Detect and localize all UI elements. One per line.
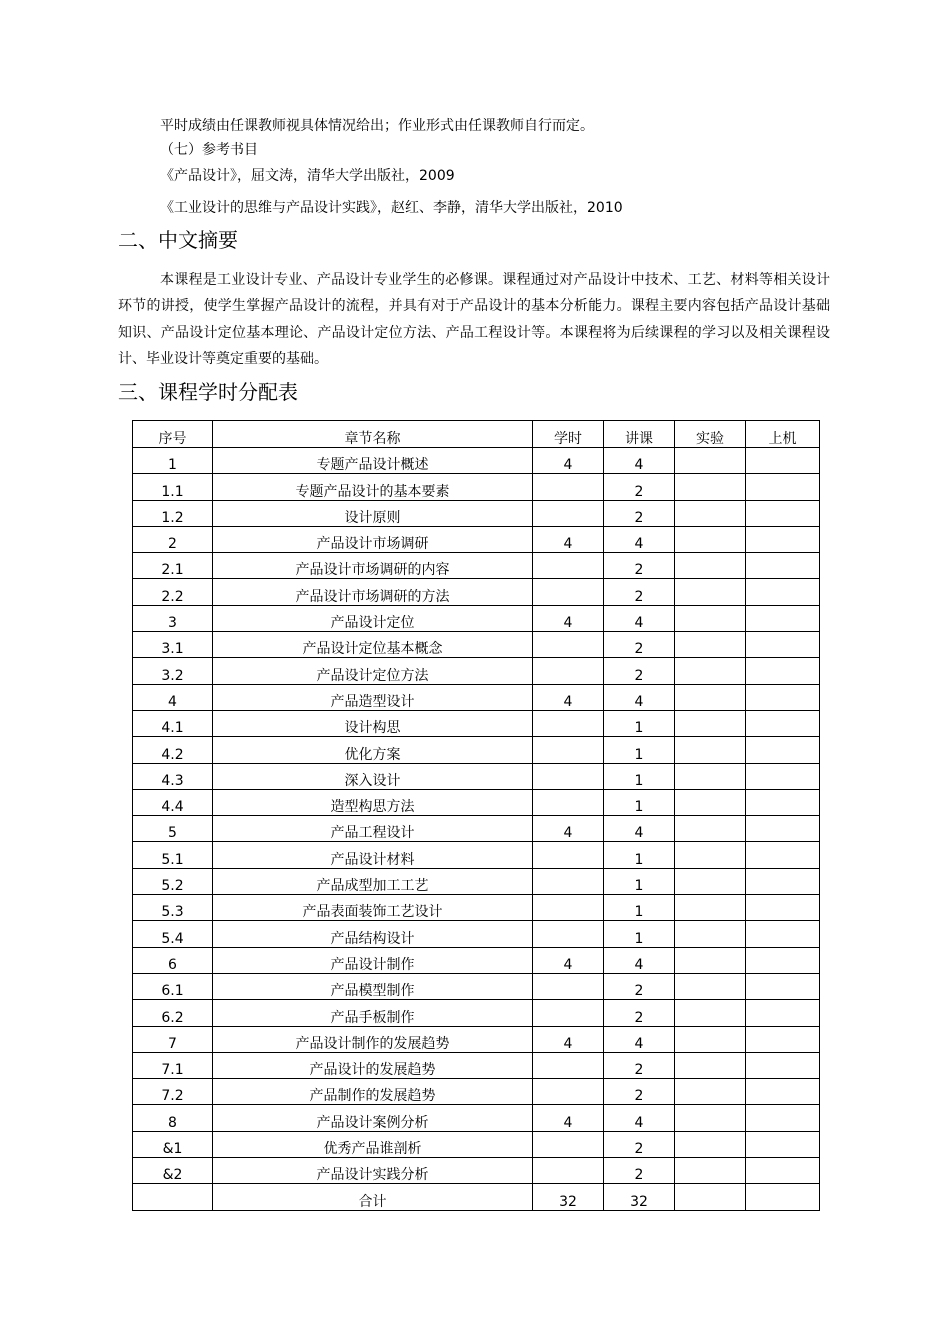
row-lab bbox=[675, 1000, 746, 1026]
table-row bbox=[133, 553, 820, 579]
row-hours bbox=[533, 973, 604, 999]
row-lab bbox=[675, 658, 746, 684]
row-chapter: 设计构思 bbox=[213, 710, 533, 736]
row-lab bbox=[675, 1079, 746, 1105]
row-index: 6 bbox=[133, 947, 213, 973]
row-computer bbox=[746, 737, 820, 763]
table-body bbox=[133, 448, 820, 1211]
row-computer bbox=[746, 868, 820, 894]
row-index: 4.2 bbox=[133, 737, 213, 763]
row-hours bbox=[533, 579, 604, 605]
row-chapter: 产品设计市场调研 bbox=[213, 526, 533, 552]
row-chapter: 产品设计的发展趋势 bbox=[213, 1052, 533, 1078]
row-computer bbox=[746, 789, 820, 815]
table-row bbox=[133, 737, 820, 763]
header-lab: 实验 bbox=[675, 421, 746, 448]
row-index: 4.3 bbox=[133, 763, 213, 789]
row-computer bbox=[746, 1079, 820, 1105]
row-hours: 4 bbox=[533, 684, 604, 710]
row-chapter: 产品模型制作 bbox=[213, 973, 533, 999]
row-lecture: 2 bbox=[604, 1000, 675, 1026]
table-row bbox=[133, 947, 820, 973]
row-lecture: 2 bbox=[604, 1079, 675, 1105]
table-row bbox=[133, 789, 820, 815]
row-index: 5.1 bbox=[133, 842, 213, 868]
row-lecture: 4 bbox=[604, 947, 675, 973]
row-hours bbox=[533, 842, 604, 868]
row-lab bbox=[675, 474, 746, 500]
grading-note: 平时成绩由任课教师视具体情况给出；作业形式由任课教师自行而定。 bbox=[160, 118, 594, 134]
table-row bbox=[133, 895, 820, 921]
table-row bbox=[133, 579, 820, 605]
row-hours bbox=[533, 553, 604, 579]
row-chapter: 优秀产品谁剖析 bbox=[213, 1131, 533, 1157]
row-index: 5.3 bbox=[133, 895, 213, 921]
row-computer bbox=[746, 1026, 820, 1052]
abstract-paragraph: 本课程是工业设计专业、产品设计专业学生的必修课。课程通过对产品设计中技术、工艺、材料等相关设计环节的讲授，使学生掌握产品设计的流程，并具有对于产品设计的基本分析能力。课程主要内容包括产品设计基础知识、产品设计定位基本理论、产品设计定位方法、产品工程设计等。本课程将为后续课程的学习以及相关课程设计、毕业设计等奠定重要的基础。 bbox=[118, 272, 830, 367]
row-hours bbox=[533, 710, 604, 736]
row-chapter: 产品设计制作的发展趋势 bbox=[213, 1026, 533, 1052]
row-lab bbox=[675, 1026, 746, 1052]
table-heading: 三、课程学时分配表 bbox=[118, 380, 298, 404]
table-row bbox=[133, 1131, 820, 1157]
row-computer bbox=[746, 921, 820, 947]
row-computer bbox=[746, 474, 820, 500]
row-lab bbox=[675, 895, 746, 921]
row-index: 2.1 bbox=[133, 553, 213, 579]
row-hours: 4 bbox=[533, 947, 604, 973]
row-lab bbox=[675, 500, 746, 526]
row-lecture: 32 bbox=[604, 1184, 675, 1210]
row-lab bbox=[675, 579, 746, 605]
row-hours: 4 bbox=[533, 605, 604, 631]
row-lab bbox=[675, 868, 746, 894]
row-hours: 32 bbox=[533, 1184, 604, 1210]
row-lab bbox=[675, 1158, 746, 1184]
row-hours bbox=[533, 1052, 604, 1078]
course-hours-table bbox=[132, 420, 820, 1211]
row-computer bbox=[746, 579, 820, 605]
table-row bbox=[133, 1026, 820, 1052]
row-chapter: 产品手板制作 bbox=[213, 1000, 533, 1026]
row-lecture: 4 bbox=[604, 526, 675, 552]
row-index: 4.1 bbox=[133, 710, 213, 736]
row-hours bbox=[533, 895, 604, 921]
row-computer bbox=[746, 658, 820, 684]
row-chapter: 专题产品设计的基本要素 bbox=[213, 474, 533, 500]
row-lab bbox=[675, 448, 746, 474]
row-computer bbox=[746, 947, 820, 973]
row-lab bbox=[675, 526, 746, 552]
row-lab bbox=[675, 1184, 746, 1210]
row-chapter: 产品设计市场调研的内容 bbox=[213, 553, 533, 579]
row-hours bbox=[533, 1131, 604, 1157]
row-computer bbox=[746, 973, 820, 999]
row-index: 3.2 bbox=[133, 658, 213, 684]
row-lecture: 2 bbox=[604, 658, 675, 684]
row-chapter: 产品造型设计 bbox=[213, 684, 533, 710]
table-row bbox=[133, 526, 820, 552]
row-lab bbox=[675, 1105, 746, 1131]
row-hours bbox=[533, 1158, 604, 1184]
row-chapter: 产品结构设计 bbox=[213, 921, 533, 947]
row-chapter: 合计 bbox=[213, 1184, 533, 1210]
row-computer bbox=[746, 1052, 820, 1078]
row-lecture: 1 bbox=[604, 921, 675, 947]
row-lab bbox=[675, 973, 746, 999]
row-index: 7.2 bbox=[133, 1079, 213, 1105]
row-lecture: 1 bbox=[604, 763, 675, 789]
row-hours bbox=[533, 789, 604, 815]
row-lecture: 4 bbox=[604, 448, 675, 474]
row-lecture: 2 bbox=[604, 632, 675, 658]
row-index: 5 bbox=[133, 816, 213, 842]
row-chapter: 产品工程设计 bbox=[213, 816, 533, 842]
row-lecture: 4 bbox=[604, 816, 675, 842]
table-row bbox=[133, 474, 820, 500]
row-computer bbox=[746, 526, 820, 552]
row-lab bbox=[675, 947, 746, 973]
abstract-heading: 二、中文摘要 bbox=[118, 228, 238, 252]
row-computer bbox=[746, 553, 820, 579]
header-chapter: 章节名称 bbox=[213, 421, 533, 448]
row-hours bbox=[533, 474, 604, 500]
row-chapter: 产品制作的发展趋势 bbox=[213, 1079, 533, 1105]
row-computer bbox=[746, 1158, 820, 1184]
row-lab bbox=[675, 1052, 746, 1078]
row-index: 5.4 bbox=[133, 921, 213, 947]
row-lecture: 2 bbox=[604, 500, 675, 526]
row-chapter: 造型构思方法 bbox=[213, 789, 533, 815]
row-index bbox=[133, 1184, 213, 1210]
row-lecture: 1 bbox=[604, 737, 675, 763]
row-hours bbox=[533, 1000, 604, 1026]
row-computer bbox=[746, 1131, 820, 1157]
row-chapter: 产品设计案例分析 bbox=[213, 1105, 533, 1131]
table-row bbox=[133, 921, 820, 947]
table-row bbox=[133, 684, 820, 710]
row-lab bbox=[675, 632, 746, 658]
row-computer bbox=[746, 710, 820, 736]
table-row bbox=[133, 973, 820, 999]
row-index: 3.1 bbox=[133, 632, 213, 658]
row-computer bbox=[746, 500, 820, 526]
row-chapter: 产品设计实践分析 bbox=[213, 1158, 533, 1184]
table-row bbox=[133, 1105, 820, 1131]
row-index: 2 bbox=[133, 526, 213, 552]
row-index: 5.2 bbox=[133, 868, 213, 894]
table-row bbox=[133, 816, 820, 842]
table-row bbox=[133, 632, 820, 658]
row-index: 2.2 bbox=[133, 579, 213, 605]
row-hours bbox=[533, 868, 604, 894]
row-lab bbox=[675, 921, 746, 947]
row-chapter: 产品设计市场调研的方法 bbox=[213, 579, 533, 605]
row-lab bbox=[675, 605, 746, 631]
row-lab bbox=[675, 789, 746, 815]
row-computer bbox=[746, 816, 820, 842]
row-hours bbox=[533, 737, 604, 763]
table-row bbox=[133, 605, 820, 631]
row-lab bbox=[675, 710, 746, 736]
table-row bbox=[133, 1000, 820, 1026]
row-hours: 4 bbox=[533, 1105, 604, 1131]
row-lecture: 4 bbox=[604, 684, 675, 710]
row-index: 6.1 bbox=[133, 973, 213, 999]
row-chapter: 产品设计制作 bbox=[213, 947, 533, 973]
table-row bbox=[133, 448, 820, 474]
row-computer bbox=[746, 605, 820, 631]
table-row bbox=[133, 763, 820, 789]
header-index: 序号 bbox=[133, 421, 213, 448]
row-hours bbox=[533, 763, 604, 789]
row-computer bbox=[746, 1105, 820, 1131]
row-computer bbox=[746, 1000, 820, 1026]
table-row bbox=[133, 500, 820, 526]
row-chapter: 产品设计定位基本概念 bbox=[213, 632, 533, 658]
row-chapter: 产品成型加工工艺 bbox=[213, 868, 533, 894]
row-index: 7.1 bbox=[133, 1052, 213, 1078]
row-chapter: 深入设计 bbox=[213, 763, 533, 789]
table-row bbox=[133, 868, 820, 894]
row-lab bbox=[675, 763, 746, 789]
table-row bbox=[133, 1052, 820, 1078]
row-lab bbox=[675, 1131, 746, 1157]
table-row bbox=[133, 842, 820, 868]
row-index: 1.1 bbox=[133, 474, 213, 500]
row-chapter: 专题产品设计概述 bbox=[213, 448, 533, 474]
row-lecture: 2 bbox=[604, 1052, 675, 1078]
header-lecture: 讲课 bbox=[604, 421, 675, 448]
row-index: 8 bbox=[133, 1105, 213, 1131]
row-index: 7 bbox=[133, 1026, 213, 1052]
row-hours bbox=[533, 500, 604, 526]
row-lecture: 4 bbox=[604, 1026, 675, 1052]
table-header-row bbox=[133, 421, 820, 448]
row-hours: 4 bbox=[533, 1026, 604, 1052]
row-lab bbox=[675, 816, 746, 842]
row-hours: 4 bbox=[533, 816, 604, 842]
header-computer: 上机 bbox=[746, 421, 820, 448]
row-lecture: 2 bbox=[604, 1131, 675, 1157]
row-computer bbox=[746, 1184, 820, 1210]
row-chapter: 产品设计定位方法 bbox=[213, 658, 533, 684]
row-index: 1 bbox=[133, 448, 213, 474]
row-computer bbox=[746, 448, 820, 474]
row-chapter: 设计原则 bbox=[213, 500, 533, 526]
row-hours: 4 bbox=[533, 526, 604, 552]
row-index: 6.2 bbox=[133, 1000, 213, 1026]
row-computer bbox=[746, 895, 820, 921]
row-chapter: 产品表面装饰工艺设计 bbox=[213, 895, 533, 921]
row-hours bbox=[533, 632, 604, 658]
table-row bbox=[133, 1184, 820, 1210]
row-chapter: 优化方案 bbox=[213, 737, 533, 763]
row-lecture: 1 bbox=[604, 868, 675, 894]
row-lecture: 4 bbox=[604, 605, 675, 631]
references-heading: （七）参考书目 bbox=[160, 142, 258, 158]
row-index: 4 bbox=[133, 684, 213, 710]
row-lab bbox=[675, 737, 746, 763]
row-index: 4.4 bbox=[133, 789, 213, 815]
row-lecture: 1 bbox=[604, 710, 675, 736]
row-index: 3 bbox=[133, 605, 213, 631]
row-lecture: 1 bbox=[604, 842, 675, 868]
table-row bbox=[133, 658, 820, 684]
table-row bbox=[133, 1158, 820, 1184]
row-lab bbox=[675, 842, 746, 868]
row-computer bbox=[746, 632, 820, 658]
row-computer bbox=[746, 763, 820, 789]
row-lab bbox=[675, 553, 746, 579]
reference-item: 《产品设计》，屈文涛，清华大学出版社，2009 bbox=[160, 168, 455, 184]
row-lecture: 2 bbox=[604, 579, 675, 605]
row-hours bbox=[533, 1079, 604, 1105]
row-hours: 4 bbox=[533, 448, 604, 474]
row-index: 1.2 bbox=[133, 500, 213, 526]
table-row bbox=[133, 710, 820, 736]
row-lab bbox=[675, 684, 746, 710]
table-row bbox=[133, 1079, 820, 1105]
row-hours bbox=[533, 921, 604, 947]
row-chapter: 产品设计材料 bbox=[213, 842, 533, 868]
row-lecture: 2 bbox=[604, 973, 675, 999]
row-computer bbox=[746, 842, 820, 868]
row-index: &1 bbox=[133, 1131, 213, 1157]
row-computer bbox=[746, 684, 820, 710]
reference-item: 《工业设计的思维与产品设计实践》，赵红、李静，清华大学出版社，2010 bbox=[160, 200, 623, 216]
row-lecture: 2 bbox=[604, 553, 675, 579]
row-lecture: 2 bbox=[604, 474, 675, 500]
row-lecture: 2 bbox=[604, 1158, 675, 1184]
header-hours: 学时 bbox=[533, 421, 604, 448]
row-lecture: 4 bbox=[604, 1105, 675, 1131]
row-lecture: 1 bbox=[604, 789, 675, 815]
row-lecture: 1 bbox=[604, 895, 675, 921]
row-hours bbox=[533, 658, 604, 684]
row-index: &2 bbox=[133, 1158, 213, 1184]
row-chapter: 产品设计定位 bbox=[213, 605, 533, 631]
